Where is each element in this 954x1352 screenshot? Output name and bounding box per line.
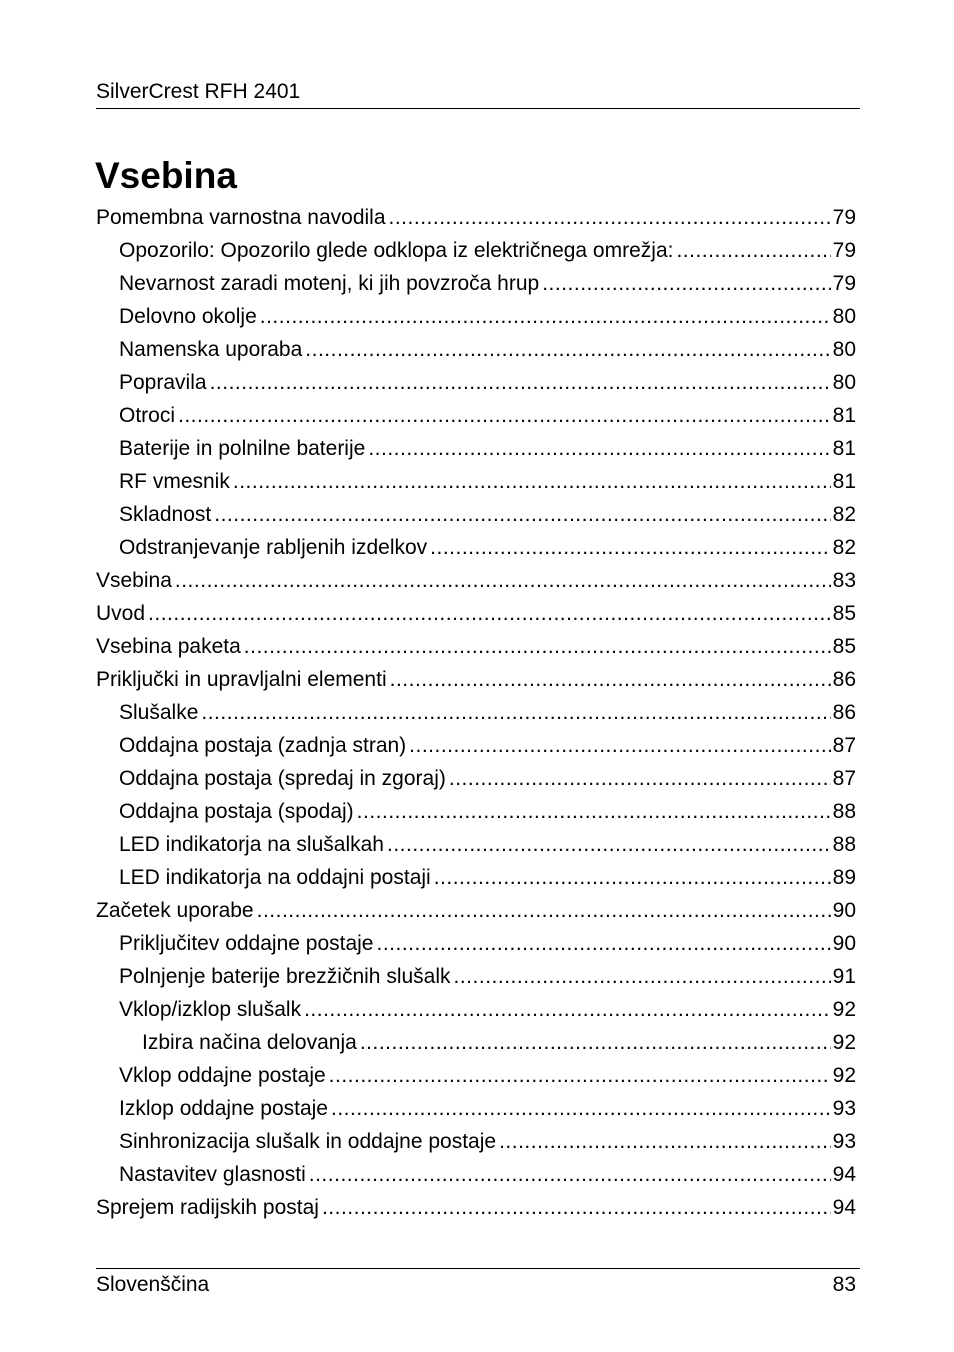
toc-entry-label: Priključitev oddajne postaje — [119, 932, 374, 955]
toc-entry[interactable] — [96, 498, 856, 531]
toc-entry-label: Izbira načina delovanja — [142, 1031, 357, 1054]
toc-entry-page: 91 — [832, 965, 856, 988]
toc-entry[interactable] — [96, 960, 856, 993]
toc-entry-page: 90 — [832, 932, 856, 955]
toc-leader-dots — [409, 729, 830, 762]
toc-entry-page: 90 — [832, 899, 856, 922]
toc-entry-page: 86 — [832, 701, 856, 724]
page-title: Vsebina — [95, 155, 237, 196]
toc-entry-page: 93 — [832, 1130, 856, 1153]
toc-entry-label: Začetek uporabe — [96, 899, 254, 922]
toc-entry-label: LED indikatorja na slušalkah — [119, 833, 384, 856]
toc-entry-label: Oddajna postaja (zadnja stran) — [119, 734, 407, 757]
footer-page-number: 83 — [832, 1273, 856, 1296]
toc-leader-dots — [454, 960, 831, 993]
toc-leader-dots — [387, 828, 831, 861]
toc-leader-dots — [360, 1026, 831, 1059]
toc-leader-dots — [305, 333, 830, 366]
toc-leader-dots — [389, 201, 831, 234]
toc-entry[interactable] — [96, 1092, 856, 1125]
toc-entry-label: Priključki in upravljalni elementi — [96, 668, 387, 691]
toc-entry-page: 85 — [832, 602, 856, 625]
toc-entry-page: 82 — [832, 536, 856, 559]
toc-leader-dots — [430, 531, 830, 564]
toc-entry-page: 94 — [832, 1163, 856, 1186]
toc-entry[interactable] — [96, 927, 856, 960]
toc-entry-label: Namenska uporaba — [119, 338, 303, 361]
toc-leader-dots — [368, 432, 830, 465]
page-header — [96, 79, 860, 109]
toc-leader-dots — [542, 267, 830, 300]
toc-entry[interactable] — [96, 729, 856, 762]
toc-entry-label: Nevarnost zaradi motenj, ki jih povzroča hrup — [119, 272, 540, 295]
toc-entry-page: 88 — [832, 833, 856, 856]
toc-entry-label: Popravila — [119, 371, 207, 394]
table-of-contents — [96, 201, 856, 1224]
toc-leader-dots — [210, 366, 831, 399]
toc-entry[interactable] — [96, 399, 856, 432]
toc-leader-dots — [390, 663, 831, 696]
toc-entry-label: Vsebina — [96, 569, 172, 592]
toc-entry-page: 80 — [832, 305, 856, 328]
toc-leader-dots — [676, 234, 830, 267]
toc-entry-page: 81 — [832, 437, 856, 460]
toc-entry-page: 92 — [832, 1064, 856, 1087]
toc-entry[interactable] — [96, 1191, 856, 1224]
toc-entry-page: 81 — [832, 470, 856, 493]
toc-entry-page: 94 — [832, 1196, 856, 1219]
toc-entry[interactable] — [96, 333, 856, 366]
toc-entry[interactable] — [96, 267, 856, 300]
toc-leader-dots — [309, 1158, 831, 1191]
toc-leader-dots — [201, 696, 830, 729]
footer-language: Slovenščina — [96, 1273, 210, 1296]
page-footer — [96, 1268, 860, 1309]
toc-entry-label: Sprejem radijskih postaj — [96, 1196, 319, 1219]
toc-leader-dots — [257, 894, 831, 927]
toc-entry-page: 79 — [832, 272, 856, 295]
toc-entry-label: Otroci — [119, 404, 176, 427]
toc-entry-page: 93 — [832, 1097, 856, 1120]
toc-entry-label: Delovno okolje — [119, 305, 257, 328]
toc-entry-label: Oddajna postaja (spredaj in zgoraj) — [119, 767, 446, 790]
toc-leader-dots — [499, 1125, 831, 1158]
toc-leader-dots — [357, 795, 831, 828]
toc-leader-dots — [434, 861, 831, 894]
toc-entry-label: Vsebina paketa — [96, 635, 241, 658]
toc-entry[interactable] — [96, 234, 856, 267]
toc-leader-dots — [233, 465, 831, 498]
toc-leader-dots — [304, 993, 831, 1026]
toc-entry-page: 87 — [832, 767, 856, 790]
toc-leader-dots — [214, 498, 830, 531]
toc-entry[interactable] — [96, 465, 856, 498]
toc-entry-page: 88 — [832, 800, 856, 823]
toc-entry-page: 92 — [832, 1031, 856, 1054]
toc-entry-label: Nastavitev glasnosti — [119, 1163, 306, 1186]
toc-entry[interactable] — [96, 696, 856, 729]
toc-entry[interactable] — [96, 993, 856, 1026]
toc-entry[interactable] — [96, 1125, 856, 1158]
toc-entry[interactable] — [96, 531, 856, 564]
toc-entry[interactable] — [96, 597, 856, 630]
toc-entry[interactable] — [96, 366, 856, 399]
toc-entry-label: Skladnost — [119, 503, 212, 526]
toc-entry[interactable] — [96, 1158, 856, 1191]
toc-leader-dots — [244, 630, 831, 663]
toc-entry[interactable] — [96, 630, 856, 663]
toc-entry-label: Baterije in polnilne baterije — [119, 437, 366, 460]
toc-entry-page: 92 — [832, 998, 856, 1021]
toc-entry-page: 87 — [832, 734, 856, 757]
toc-entry[interactable] — [96, 861, 856, 894]
toc-leader-dots — [175, 564, 831, 597]
toc-entry-label: Slušalke — [119, 701, 199, 724]
toc-entry-page: 80 — [832, 338, 856, 361]
toc-entry[interactable] — [96, 432, 856, 465]
toc-entry-page: 81 — [832, 404, 856, 427]
toc-entry-label: Vklop/izklop slušalk — [119, 998, 302, 1021]
toc-entry[interactable] — [96, 894, 856, 927]
toc-entry-page: 79 — [832, 206, 856, 229]
toc-entry[interactable] — [96, 201, 856, 234]
toc-entry-label: LED indikatorja na oddajni postaji — [119, 866, 431, 889]
toc-entry[interactable] — [96, 1059, 856, 1092]
toc-entry-page: 89 — [832, 866, 856, 889]
toc-leader-dots — [331, 1092, 831, 1125]
toc-entry[interactable] — [96, 300, 856, 333]
toc-leader-dots — [260, 300, 831, 333]
toc-leader-dots — [449, 762, 831, 795]
toc-entry-label: RF vmesnik — [119, 470, 230, 493]
toc-entry-label: Sinhronizacija slušalk in oddajne postaje — [119, 1130, 497, 1153]
toc-entry-label: Opozorilo: Opozorilo glede odklopa iz električnega omrežja: — [119, 239, 674, 262]
toc-entry[interactable] — [96, 663, 856, 696]
toc-entry-label: Vklop oddajne postaje — [119, 1064, 326, 1087]
toc-entry[interactable] — [96, 564, 856, 597]
toc-leader-dots — [148, 597, 831, 630]
toc-leader-dots — [329, 1059, 831, 1092]
toc-entry-page: 80 — [832, 371, 856, 394]
toc-entry-label: Uvod — [96, 602, 146, 625]
toc-entry-label: Oddajna postaja (spodaj) — [119, 800, 354, 823]
toc-entry[interactable] — [96, 828, 856, 861]
toc-entry-page: 82 — [832, 503, 856, 526]
toc-entry-page: 79 — [832, 239, 856, 262]
toc-leader-dots — [376, 927, 830, 960]
header-title: SilverCrest RFH 2401 — [96, 80, 301, 103]
toc-entry[interactable] — [96, 762, 856, 795]
toc-entry-label: Polnjenje baterije brezžičnih slušalk — [119, 965, 451, 988]
toc-leader-dots — [322, 1191, 831, 1224]
toc-entry-label: Odstranjevanje rabljenih izdelkov — [119, 536, 428, 559]
toc-entry[interactable] — [96, 1026, 856, 1059]
toc-entry-label: Pomembna varnostna navodila — [96, 206, 386, 229]
toc-entry-label: Izklop oddajne postaje — [119, 1097, 328, 1120]
toc-entry-page: 83 — [832, 569, 856, 592]
toc-entry-page: 85 — [832, 635, 856, 658]
toc-entry-page: 86 — [832, 668, 856, 691]
toc-leader-dots — [178, 399, 831, 432]
toc-entry[interactable] — [96, 795, 856, 828]
